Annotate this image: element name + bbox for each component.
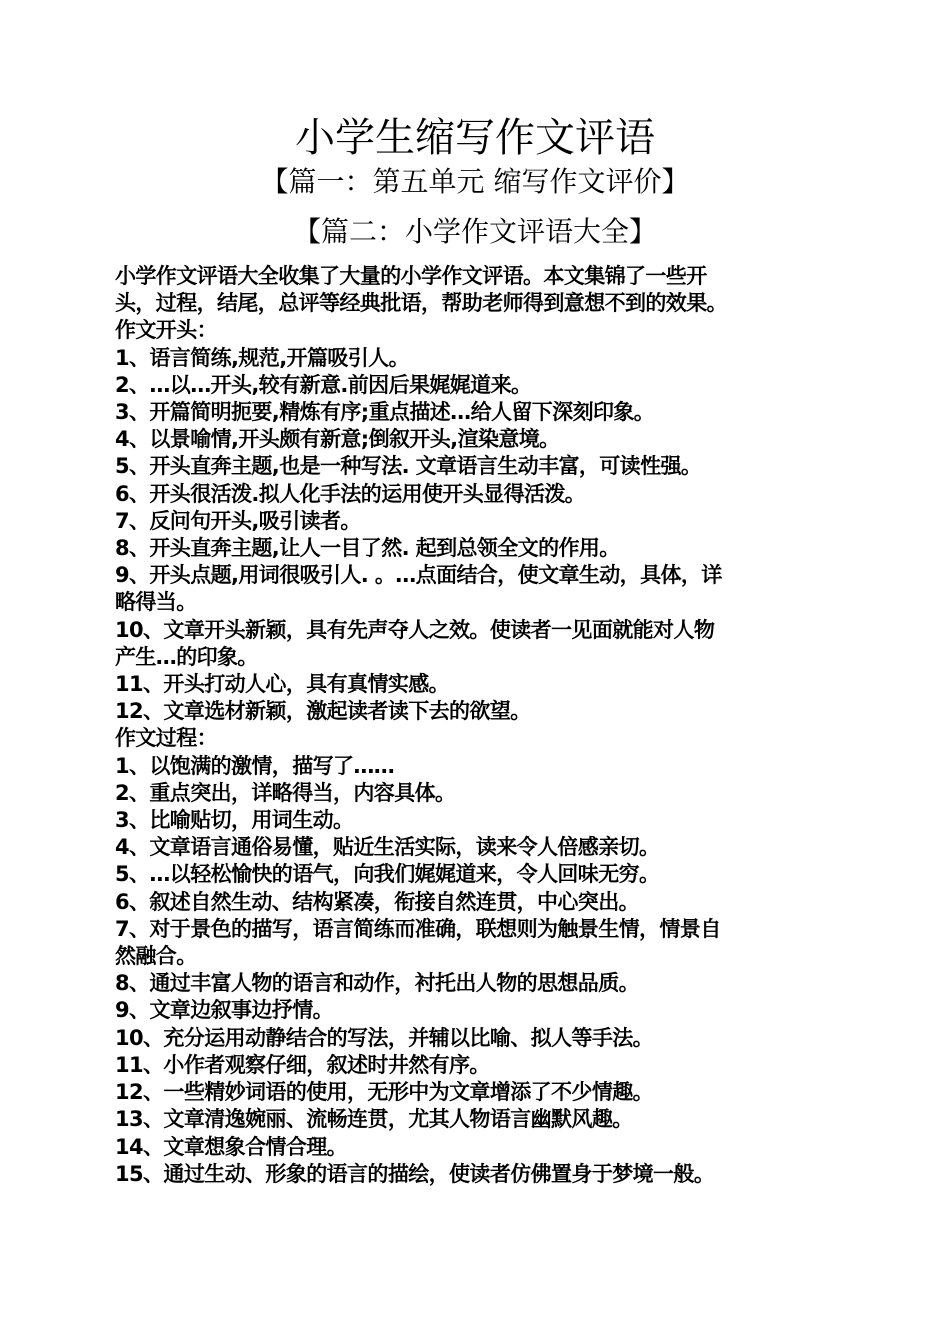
list-item: 然融合。: [115, 944, 197, 969]
list-item: 5、…以轻松愉快的语气，向我们娓娓道来，令人回味无穷。: [115, 862, 660, 887]
list-item: 15、通过生动、形象的语言的描绘，使读者仿佛置身于梦境一般。: [115, 1161, 715, 1186]
list-item: 略得当。: [115, 590, 197, 615]
intro-line: 小学作文评语大全收集了大量的小学作文评语。本文集锦了一些开: [115, 264, 707, 288]
list-item: 10、文章开头新颖，具有先声夺人之效。使读者一见面就能对人物: [115, 617, 715, 642]
section-heading-opening: 作文开头：: [115, 318, 217, 343]
intro-line: 头，过程，结尾，总评等经典批语，帮助老师得到意想不到的效果。: [115, 291, 727, 316]
list-item: 9、文章边叙事边抒情。: [115, 998, 334, 1023]
list-item: 产生…的印象。: [115, 644, 258, 669]
section-heading-process: 作文过程：: [115, 726, 217, 751]
list-item: 6、叙述自然生动、结构紧凑，衔接自然连贯，中心突出。: [115, 889, 640, 914]
list-item: 1、语言简练,规范,开篇吸引人。: [115, 345, 409, 370]
list-item: 4、文章语言通俗易懂，贴近生活实际，读来令人倍感亲切。: [115, 835, 660, 860]
list-item: 2、…以…开头,较有新意.前因后果娓娓道来。: [115, 372, 532, 397]
list-item: 5、开头直奔主题,也是一种写法. 文章语言生动丰富，可读性强。: [115, 454, 702, 479]
list-item: 10、充分运用动静结合的写法，并辅以比喻、拟人等手法。: [115, 1025, 654, 1050]
list-item: 8、开头直奔主题,让人一目了然. 起到总领全文的作用。: [115, 536, 620, 561]
document-body: [115, 263, 835, 1188]
page-title: 小学生缩写作文评语: [295, 115, 655, 161]
subtitle-part-two: 【篇二：小学作文评语大全】: [292, 215, 657, 248]
list-item: 9、开头点题,用词很吸引人. 。…点面结合，使文章生动，具体，详: [115, 563, 722, 588]
list-item: 4、以景喻情,开头颇有新意;倒叙开头,渲染意境。: [115, 427, 560, 452]
list-item: 3、开篇简明扼要,精炼有序;重点描述…给人留下深刻印象。: [115, 400, 655, 425]
list-item: 8、通过丰富人物的语言和动作，衬托出人物的思想品质。: [115, 971, 640, 996]
list-item: 13、文章清逸婉丽、流畅连贯，尤其人物语言幽默风趣。: [115, 1107, 633, 1132]
list-item: 12、文章选材新颖，激起读者读下去的欲望。: [115, 699, 531, 724]
list-item: 11、小作者观察仔细，叙述时井然有序。: [115, 1052, 490, 1077]
list-item: 6、开头很活泼.拟人化手法的运用使开头显得活泼。: [115, 481, 586, 506]
subtitle-part-one: 【篇一：第五单元 缩写作文评价】: [260, 165, 690, 198]
list-item: 7、反问句开头,吸引读者。: [115, 508, 361, 533]
list-item: 2、重点突出，详略得当，内容具体。: [115, 780, 456, 805]
list-item: 3、比喻贴切，用词生动。: [115, 808, 354, 833]
list-item: 11、开头打动人心，具有真情实感。: [115, 672, 450, 697]
list-item: 12、一些精妙词语的使用，无形中为文章增添了不少情趣。: [115, 1080, 654, 1105]
list-item: 14、文章想象合情合理。: [115, 1134, 348, 1159]
list-item: 1、以饱满的激情，描写了……: [115, 753, 395, 778]
list-item: 7、对于景色的描写，语言简练而准确，联想则为触景生情，情景自: [115, 916, 721, 941]
